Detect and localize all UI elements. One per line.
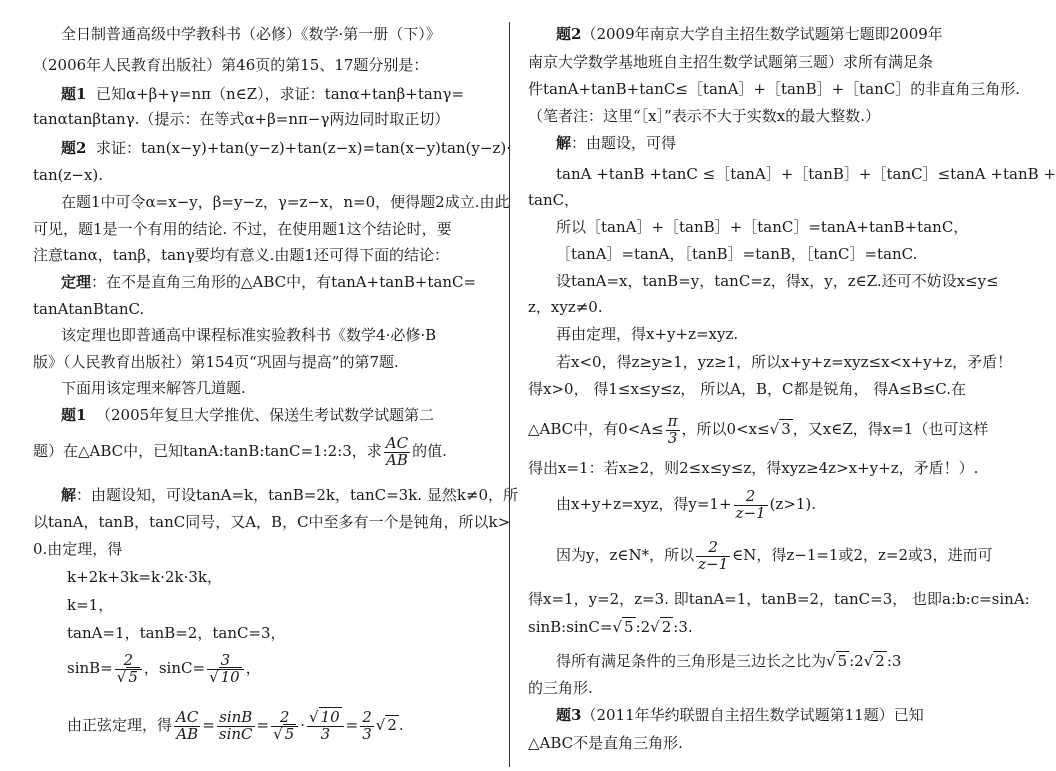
text-line: 已知α+β+γ=nπ（n∈Z），求证：tanα+tanβ+tanγ= bbox=[95, 85, 465, 103]
text-line: 所以［tanA］+［tanB］+［tanC］=tanA+tanB+tanC， bbox=[556, 218, 969, 236]
text-fragment: = bbox=[256, 716, 270, 734]
text-line: （2005年复旦大学推优、保送生考试数学试题第二 bbox=[95, 406, 435, 424]
text-fragment: :3. bbox=[673, 618, 693, 636]
equation bbox=[67, 648, 261, 688]
solution-line bbox=[556, 133, 676, 153]
solution-line bbox=[61, 485, 518, 505]
text-line: 可见，题1是一个有用的结论. 不过，在使用题1这个结论时，要 bbox=[33, 220, 452, 238]
sqrt: √ 5 bbox=[116, 667, 138, 686]
text-line: 的三角形. bbox=[528, 679, 593, 697]
text-line: 得x>0， 得1≤x≤y≤z， 所以A，B，C都是锐角， 得A≤B≤C.在 bbox=[528, 380, 966, 398]
text-fragment: ，又x∈Z，得x=1（也可这样 bbox=[792, 420, 989, 438]
denominator: AB bbox=[174, 726, 200, 743]
text-line: 注意tanα，tanβ，tanγ要均有意义.由题1还可得下面的结论： bbox=[33, 246, 449, 264]
radicand: 3 bbox=[781, 420, 791, 438]
text-line: tanAtanBtanC. bbox=[33, 300, 145, 318]
text-line: 0.由定理，得 bbox=[33, 540, 123, 558]
text-line: ：由题设知，可设tanA=k，tanB=2k，tanC=3k. 显然k≠0，所 bbox=[76, 486, 519, 504]
sqrt: √ 2 bbox=[375, 716, 397, 734]
equation: tanA +tanB +tanC ≤［tanA］+［tanB］+［tanC］≤tanA +tanB + bbox=[556, 165, 1056, 183]
text-line: △ABC不是直角三角形. bbox=[528, 734, 683, 752]
numerator: AC bbox=[385, 433, 409, 452]
text-fragment: (z>1). bbox=[769, 495, 817, 513]
denominator: sinC bbox=[218, 724, 253, 743]
theorem-label: 定理 bbox=[61, 273, 92, 291]
denominator bbox=[271, 726, 298, 743]
text-line: 设tanA=x，tanB=y，tanC=z，得x，y，z∈Z.还可不妨设x≤y≤ bbox=[556, 272, 999, 290]
text-fragment: 得所有满足条件的三角形是三边长之比为 bbox=[556, 652, 827, 670]
text-line: 南京大学数学基地班自主招生数学试题第三题）求所有满足条 bbox=[528, 53, 934, 71]
text-fragment: = bbox=[202, 716, 215, 734]
sqrt: √ 5 bbox=[826, 652, 848, 670]
radicand: 2 bbox=[875, 652, 885, 670]
theorem-statement bbox=[61, 272, 476, 292]
text-line: 版》（人民教育出版社）第154页“巩固与提高”的第7题. bbox=[33, 353, 399, 371]
radicand: 5 bbox=[128, 667, 138, 686]
text-line: z，xyz≠0. bbox=[528, 298, 603, 316]
denominator: 3 bbox=[666, 430, 680, 447]
problem-label: 题2 bbox=[556, 25, 582, 43]
radicand: 10 bbox=[220, 667, 240, 686]
sqrt: √ 2 bbox=[650, 618, 672, 636]
radicand: 5 bbox=[284, 724, 295, 743]
text-line: 以tanA，tanB，tanC同号，又A，B，C中至多有一个是钝角，所以k> bbox=[33, 513, 511, 531]
text-line: 再由定理，得x+y+z=xyz. bbox=[556, 325, 739, 343]
denominator: AB bbox=[384, 452, 410, 469]
radicand: 2 bbox=[387, 716, 397, 734]
text-fragment: 题）在△ABC中，已知tanA:tanB:tanC=1:2:3，求 bbox=[33, 442, 382, 460]
text-fragment: ，所以0<x≤ bbox=[681, 420, 770, 438]
problem-2-statement bbox=[556, 24, 943, 44]
fraction bbox=[384, 433, 410, 469]
text-line: （2011年华约联盟自主招生数学试题第11题）已知 bbox=[581, 706, 924, 724]
problem-1-statement bbox=[61, 84, 464, 104]
text-fragment: sinB= bbox=[67, 659, 113, 677]
text-line: 得出x=1：若x≥2，则2≤x≤y≤z，得xyz≥4z>x+y+z，矛盾！）. bbox=[528, 459, 979, 477]
text-fragment: ，sinC= bbox=[143, 659, 206, 677]
equation bbox=[67, 705, 404, 745]
problem-3-statement bbox=[556, 705, 924, 725]
radicand: 5 bbox=[624, 618, 634, 636]
text-line: tanαtanβtanγ.（提示：在等式α+β=nπ−γ两边同时取正切） bbox=[33, 110, 450, 128]
numerator: 2 bbox=[123, 650, 134, 669]
denominator: 3 bbox=[307, 726, 344, 743]
fraction bbox=[271, 707, 298, 743]
denominator bbox=[115, 669, 142, 686]
fraction bbox=[666, 411, 680, 447]
text-line bbox=[528, 407, 988, 451]
equation bbox=[528, 617, 693, 637]
text-line: 全日制普通高级中学教科书（必修）《数学·第一册（下）》 bbox=[61, 25, 441, 43]
text-fragment: △ABC中，有0<A≤ bbox=[528, 420, 664, 438]
sqrt: √ 10 bbox=[309, 707, 340, 726]
text-line: 求证：tan(x−y)+tan(y−z)+tan(z−x)=tan(x−y)tan(y−z)· bbox=[95, 139, 511, 157]
text-fragment: :3 bbox=[886, 652, 902, 670]
text-fragment: :2 bbox=[849, 652, 864, 670]
problem-label: 题2 bbox=[61, 139, 87, 157]
denominator: z−1 bbox=[735, 503, 766, 522]
radicand: 5 bbox=[837, 652, 848, 670]
numerator: 3 bbox=[220, 650, 231, 669]
equation bbox=[556, 484, 816, 524]
text-line bbox=[556, 535, 993, 575]
numerator bbox=[307, 707, 344, 726]
text-fragment: sinB:sinC= bbox=[528, 618, 613, 636]
text-line: （2006年人民教育出版社）第46页的第15、17题分别是： bbox=[33, 56, 429, 74]
denominator bbox=[207, 669, 244, 686]
text-line bbox=[556, 651, 901, 671]
numerator: π bbox=[667, 411, 678, 430]
sqrt: √ 5 bbox=[612, 618, 634, 636]
text-line: （2009年南京大学自主招生数学试题第七题即2009年 bbox=[581, 25, 943, 43]
text-fragment: 由正弦定理，得 bbox=[67, 716, 173, 734]
solution-label: 解 bbox=[556, 134, 572, 152]
equation: k=1， bbox=[67, 596, 114, 614]
fraction bbox=[734, 486, 768, 522]
text-fragment: 由x+y+z=xyz，得y=1+ bbox=[556, 495, 732, 513]
text-fragment: · bbox=[300, 716, 306, 734]
column-divider bbox=[509, 22, 510, 767]
text-line: tan(z−x). bbox=[33, 166, 104, 184]
sqrt: √ 3 bbox=[769, 420, 791, 438]
text-fragment: ， bbox=[245, 659, 261, 677]
text-line: 得x=1，y=2，z=3. 即tanA=1，tanB=2，tanC=3， 也即a:b:c=sinA: bbox=[528, 590, 1030, 608]
numerator: 2 bbox=[708, 537, 718, 556]
text-fragment: 因为y，z∈N*，所以 bbox=[556, 546, 695, 564]
fraction bbox=[207, 650, 244, 686]
text-line: （笔者注：这里“［x］”表示不大于实数x的最大整数.） bbox=[528, 107, 881, 125]
text-fragment: :2 bbox=[635, 618, 651, 636]
problem-2-statement bbox=[61, 138, 511, 158]
denominator: z−1 bbox=[698, 554, 729, 573]
problem-label: 题3 bbox=[556, 706, 582, 724]
fraction bbox=[115, 650, 142, 686]
text-line: ：由题设，可得 bbox=[571, 134, 677, 152]
numerator: AC bbox=[176, 707, 199, 726]
equation: tanA=1，tanB=2，tanC=3， bbox=[67, 624, 286, 642]
text-line: 件tanA+tanB+tanC≤［tanA］+［tanB］+［tanC］的非直角三角形. bbox=[528, 80, 1021, 98]
fraction bbox=[307, 707, 344, 743]
fraction bbox=[696, 537, 730, 573]
sqrt: √ 5 bbox=[273, 724, 295, 743]
example-1-statement bbox=[61, 405, 434, 425]
equation: k+2k+3k=k·2k·3k， bbox=[67, 568, 222, 586]
radicand: 10 bbox=[320, 707, 340, 726]
text-fragment: 的值. bbox=[412, 442, 447, 460]
solution-label: 解 bbox=[61, 486, 77, 504]
numerator: 2 bbox=[745, 486, 756, 505]
fraction bbox=[360, 707, 374, 743]
numerator: sinB bbox=[219, 707, 253, 726]
fraction bbox=[174, 707, 200, 743]
numerator: 2 bbox=[362, 707, 372, 726]
text-fragment: = bbox=[345, 716, 359, 734]
text-line bbox=[33, 433, 447, 469]
text-fragment: . bbox=[398, 716, 404, 734]
radicand: 2 bbox=[661, 618, 672, 636]
numerator: 2 bbox=[279, 707, 290, 726]
problem-label: 题1 bbox=[61, 85, 87, 103]
denominator: 3 bbox=[362, 724, 372, 743]
text-line: tanC， bbox=[528, 191, 580, 209]
text-line: 该定理也即普通高中课程标准实验教科书《数学4·必修·B bbox=[61, 326, 437, 344]
fraction bbox=[217, 707, 255, 743]
text-line: 下面用该定理来解答几道题. bbox=[61, 379, 246, 397]
equation: ［tanA］=tanA，［tanB］=tanB，［tanC］=tanC. bbox=[556, 245, 918, 263]
text-line: ：在不是直角三角形的△ABC中，有tanA+tanB+tanC= bbox=[91, 273, 477, 291]
sqrt: √ 10 bbox=[209, 667, 240, 686]
problem-label: 题1 bbox=[61, 406, 87, 424]
text-line: 在题1中可令α=x−y，β=y−z，γ=z−x，n=0，便得题2成立.由此 bbox=[61, 193, 510, 211]
text-fragment: ∈N，得z−1=1或2，z=2或3，进而可 bbox=[732, 546, 993, 564]
sqrt: √ 2 bbox=[863, 652, 885, 670]
text-line: 若x<0，得z≥y≥1，yz≥1，所以x+y+z=xyz≤x<x+y+z，矛盾！ bbox=[556, 353, 1013, 371]
